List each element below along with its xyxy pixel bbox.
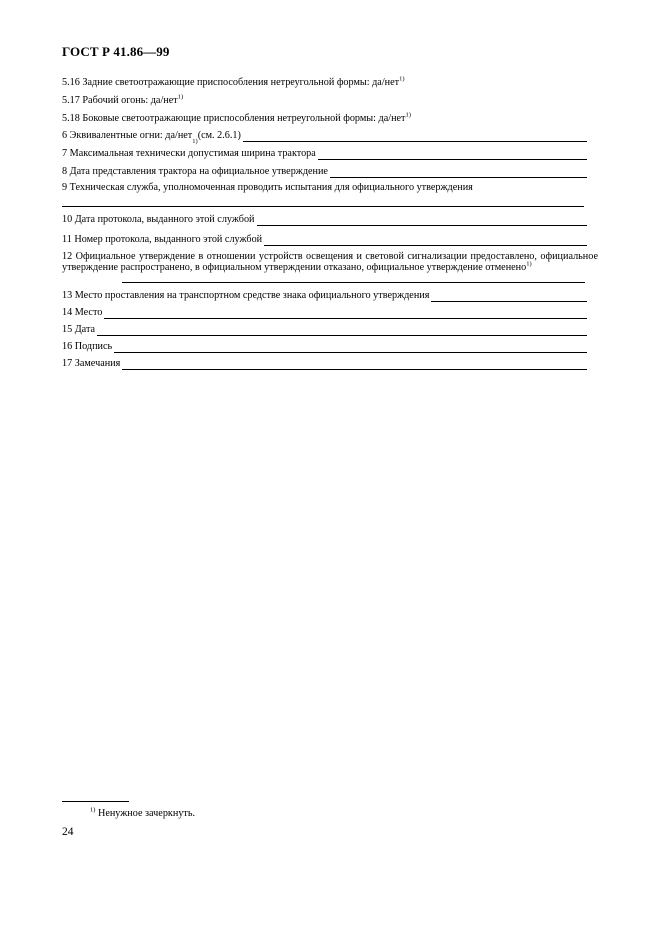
item-11-blank-line	[264, 236, 587, 246]
item-5-17-text: 5.17 Рабочий огонь: да/нет	[62, 95, 178, 106]
item-11	[62, 234, 587, 246]
item-11-text: 11 Номер протокола, выданного этой службой	[62, 234, 263, 245]
item-6: 6 Эквивалентные огни: да/нет 1) (см. 2.6.1)	[62, 130, 587, 142]
item-12-text: 12 Официальное утверждение в отношении устройств освещения и световой сигнализации предоставлено, официальное утверждение распространено, в официальном утверждении отказано, официальное утверждение отменено	[62, 251, 598, 273]
item-6-blank-line	[243, 132, 587, 142]
item-14	[62, 307, 587, 319]
item-17-blank-line	[122, 360, 587, 370]
item-7-blank-line	[318, 150, 587, 160]
item-9	[62, 182, 473, 194]
item-8-text: 8 Дата представления трактора на официальное утверждение	[62, 166, 328, 177]
item-13-text: 13 Место проставления на транспортном средстве знака официального утверждения	[62, 290, 430, 301]
item-5-18-text: 5.18 Боковые светоотражающие приспособления нетреугольной формы: да/нет	[62, 113, 406, 124]
document-header: ГОСТ Р 41.86—99	[62, 44, 170, 59]
footnote-ref: 1)	[399, 75, 405, 83]
page-number: 24	[62, 826, 74, 838]
item-15-blank-line	[97, 326, 587, 336]
item-12	[62, 251, 598, 273]
item-5-16	[62, 77, 405, 89]
item-13	[62, 290, 587, 302]
item-16-text: 16 Подпись	[62, 341, 113, 352]
item-16-blank-line	[114, 343, 587, 353]
footnote-ref: 1)	[526, 260, 532, 268]
item-5-17	[62, 95, 183, 107]
item-8-blank-line	[330, 168, 587, 178]
item-10-text: 10 Дата протокола, выданного этой службой	[62, 214, 255, 225]
item-16	[62, 341, 587, 353]
item-14-blank-line	[104, 309, 587, 319]
item-17	[62, 358, 587, 370]
item-7	[62, 148, 587, 160]
footnote-ref: 1)	[405, 111, 411, 119]
item-5-16-text: 5.16 Задние светоотражающие приспособления нетреугольной формы: да/нет	[62, 77, 400, 88]
item-15	[62, 324, 587, 336]
item-7-text: 7 Максимальная технически допустимая ширина трактора	[62, 148, 316, 159]
item-17-text: 17 Замечания	[62, 358, 121, 369]
item-6-text: 6 Эквивалентные огни: да/нет	[62, 130, 193, 141]
item-12-blank-line	[122, 282, 585, 283]
item-8	[62, 166, 587, 178]
footnote	[90, 808, 195, 819]
footnote-mark: 1)	[90, 806, 96, 814]
item-6-tail: (см. 2.6.1)	[197, 130, 241, 141]
item-13-blank-line	[431, 292, 587, 302]
item-15-text: 15 Дата	[62, 324, 96, 335]
item-9-text: 9 Техническая служба, уполномоченная проводить испытания для официального утверждения	[62, 182, 473, 193]
footnote-ref: 1)	[177, 93, 184, 101]
footnote-divider	[62, 801, 129, 802]
item-10-blank-line	[257, 216, 588, 226]
item-10	[62, 214, 587, 226]
item-14-text: 14 Место	[62, 307, 103, 318]
item-5-18	[62, 113, 411, 125]
footnote-text: Ненужное зачеркнуть.	[95, 808, 196, 819]
item-9-blank-line	[62, 206, 584, 207]
